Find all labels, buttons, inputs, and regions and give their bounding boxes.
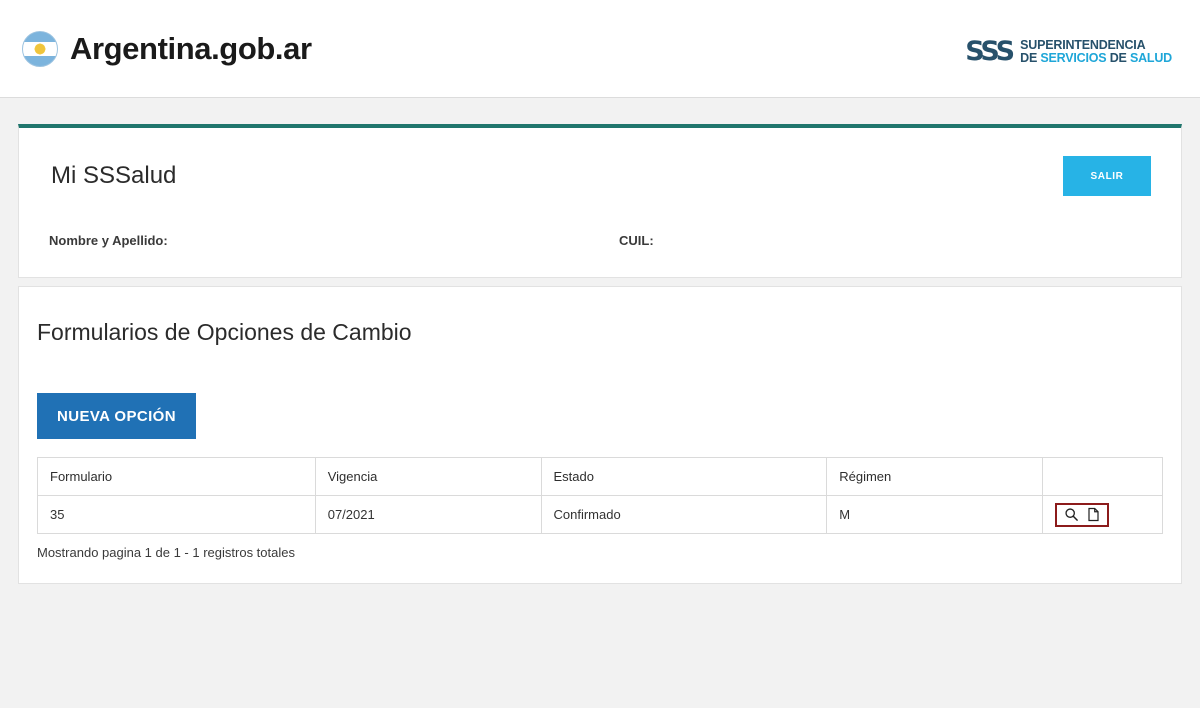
argentina-cockade-icon [22, 31, 58, 67]
row-actions-highlight [1055, 503, 1109, 527]
sss-logo-line2-hl2: SALUD [1129, 51, 1172, 66]
column-header-estado: Estado [541, 458, 827, 496]
brand-label: Argentina.gob.ar [70, 30, 312, 66]
sss-logo-line2-hl1: SERVICIOS [1040, 51, 1107, 66]
cuil-label: CUIL: [619, 233, 654, 248]
cell-regimen: M [827, 496, 1043, 534]
sss-logo-text [1020, 38, 1172, 66]
sss-logo [965, 38, 1172, 66]
new-option-button[interactable]: NUEVA OPCIÓN [37, 393, 196, 439]
sss-logo-line2 [1020, 52, 1172, 65]
logout-button[interactable]: SALIR [1063, 156, 1151, 196]
name-label: Nombre y Apellido: [49, 233, 168, 248]
column-header-regimen: Régimen [827, 458, 1043, 496]
page-title: Mi SSSalud [51, 162, 177, 189]
sss-logo-line2-mid: DE [1106, 51, 1130, 66]
table-body [38, 496, 1163, 534]
forms-title: Formularios de Opciones de Cambio [37, 319, 412, 345]
document-icon[interactable] [1085, 507, 1101, 523]
sss-logo-line1: SUPERINTENDENCIA [1020, 38, 1146, 52]
cell-vigencia: 07/2021 [315, 496, 541, 534]
forms-card [18, 286, 1182, 584]
column-header-vigencia: Vigencia [315, 458, 541, 496]
brand[interactable] [22, 31, 312, 67]
site-header [0, 0, 1200, 98]
column-header-formulario: Formulario [38, 458, 316, 496]
column-header-actions [1043, 458, 1163, 496]
search-icon[interactable] [1063, 507, 1079, 523]
sss-logo-line2-pre: DE [1020, 51, 1041, 66]
forms-table [37, 457, 1163, 534]
table-row[interactable] [38, 496, 1163, 534]
cell-actions [1043, 496, 1163, 534]
table-header-row [38, 458, 1163, 496]
table-pagination-info: Mostrando pagina 1 de 1 - 1 registros totales [37, 545, 295, 560]
user-card [18, 124, 1182, 278]
table-head [38, 458, 1163, 496]
sss-logo-mark: SSS [965, 36, 1013, 67]
cell-formulario: 35 [38, 496, 316, 534]
cell-estado: Confirmado [541, 496, 827, 534]
